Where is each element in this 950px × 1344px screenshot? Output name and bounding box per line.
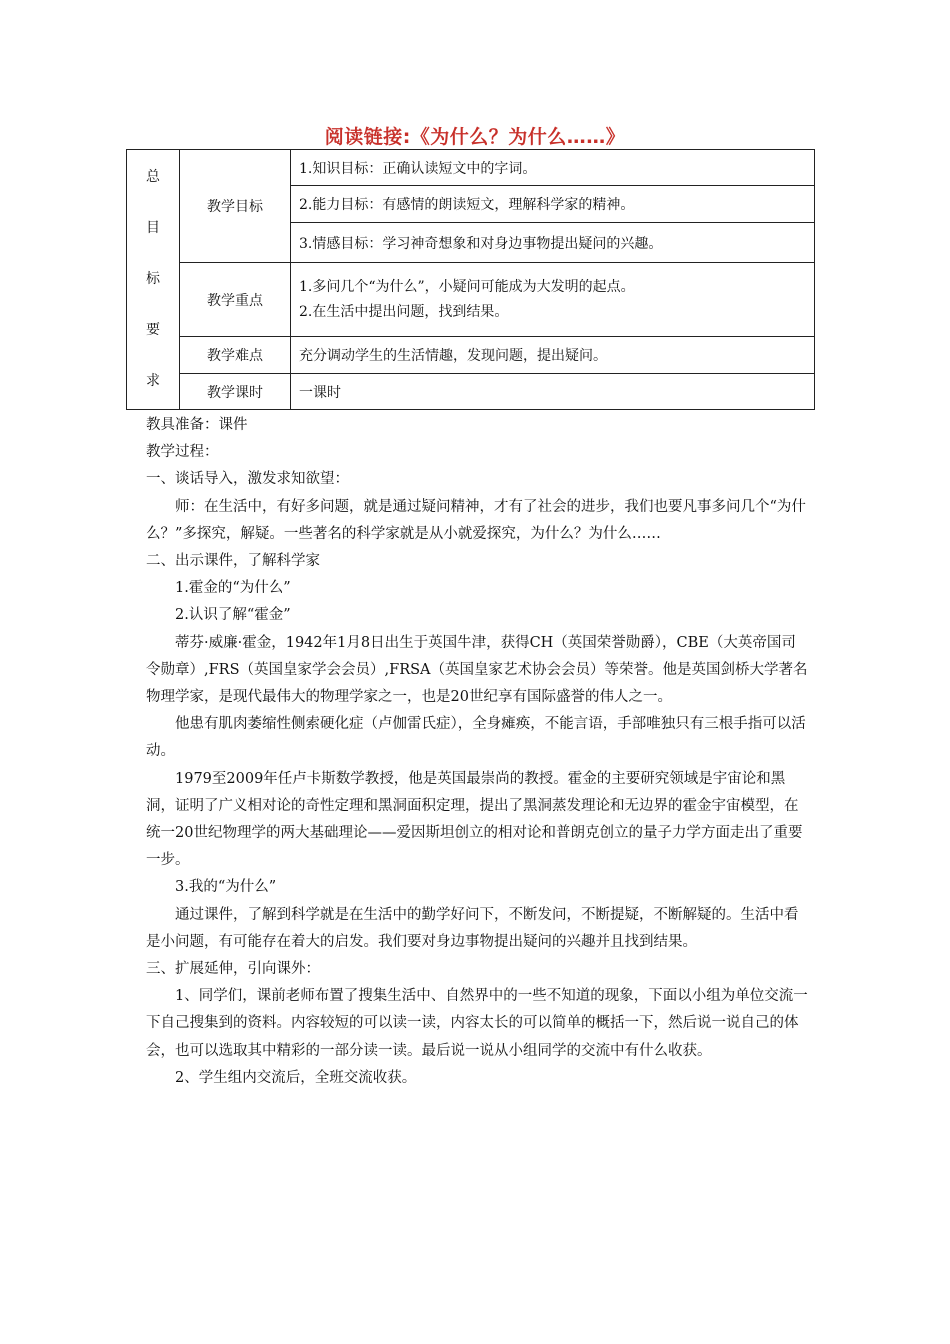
focus-cell: [291, 263, 815, 337]
objective-emotion: 3.情感目标：学习神奇想象和对身边事物提出疑问的兴趣。: [291, 223, 815, 263]
section-heading: 一、谈话导入，激发求知欲望：: [146, 471, 349, 488]
side-char: 要: [146, 322, 160, 338]
paragraph: 蒂芬·威廉·霍金，1942年1月8日出生于英国牛津，获得CH（英国荣誉勋爵），CBE（大英帝国司令勋章）,FRS（英国皇家学会会员）,FRSA（英国皇家艺术协会会员）等荣誉。他是英国剑桥大学著名物理学家，是现代最伟大的物理学家之一，也是20世纪享有国际盛誉的伟人之一。: [146, 634, 808, 706]
difficulty-label: 教学难点: [180, 337, 291, 374]
lesson-body: [146, 412, 809, 1092]
paragraph: 1.霍金的“为什么”: [175, 580, 291, 597]
paragraph: 2.认识了解“霍金”: [175, 607, 291, 624]
table-side-label: [127, 150, 180, 410]
objective-knowledge: 1.知识目标：正确认读短文中的字词。: [291, 150, 815, 186]
focus-item: 2.在生活中提出问题，找到结果。: [299, 304, 509, 320]
objectives-label: 教学目标: [180, 150, 291, 263]
objective-ability: 2.能力目标：有感情的朗读短文，理解科学家的精神。: [291, 186, 815, 223]
side-char: 标: [146, 271, 160, 287]
paragraph: 1979至2009年任卢卡斯数学教授，他是英国最崇尚的教授。霍金的主要研究领域是宇宙论和黑洞，证明了广义相对论的奇性定理和黑洞面积定理，提出了黑洞蒸发理论和无边界的霍金宇宙模型，在统一20世纪物理学的两大基础理论——爱因斯坦创立的相对论和普朗克创立的量子力学方面走出了重要一步。: [146, 770, 803, 869]
side-char: 目: [146, 220, 160, 236]
paragraph: 通过课件，了解到科学就是在生活中的勤学好问下，不断发问，不断提疑，不断解疑的。生活中看是小问题，有可能存在着大的启发。我们要对身边事物提出疑问的兴趣并且找到结果。: [146, 906, 799, 950]
section-heading: 二、出示课件，了解科学家: [146, 553, 320, 570]
paragraph: 教学过程：: [146, 444, 219, 461]
paragraph: 他患有肌肉萎缩性侧索硬化症（卢伽雷氏症），全身瘫痪，不能言语，手部唯独只有三根手指可以活动。: [146, 716, 806, 760]
side-char: 求: [146, 373, 160, 389]
difficulty-value: 充分调动学生的生活情趣，发现问题，提出疑问。: [291, 337, 815, 374]
hours-label: 教学课时: [180, 374, 291, 410]
hours-value: 一课时: [291, 374, 815, 410]
side-char: 总: [146, 169, 160, 185]
paragraph: 2、学生组内交流后，全班交流收获。: [175, 1069, 417, 1086]
focus-label: 教学重点: [180, 263, 291, 337]
goals-table: [126, 149, 815, 410]
section-heading: 三、扩展延伸，引向课外：: [146, 961, 320, 978]
focus-item: 1.多问几个“为什么”，小疑问可能成为大发明的起点。: [299, 279, 635, 295]
paragraph: 师：在生活中，有好多问题，就是通过疑问精神，才有了社会的进步，我们也要凡事多问几个“为什么？”多探究，解疑。一些著名的科学家就是从小就爱探究，为什么？为什么……: [146, 498, 806, 542]
document-title: 阅读链接:《为什么？为什么……》: [324, 126, 626, 148]
paragraph: 3.我的“为什么”: [175, 879, 277, 896]
paragraph: 教具准备：课件: [146, 417, 248, 433]
paragraph: 1、同学们，课前老师布置了搜集生活中、自然界中的一些不知道的现象，下面以小组为单位交流一下自己搜集到的资料。内容较短的可以读一读，内容太长的可以简单的概括一下，然后说一说自己的体会，也可以选取其中精彩的一部分读一读。最后说一说从小组同学的交流中有什么收获。: [146, 988, 808, 1059]
